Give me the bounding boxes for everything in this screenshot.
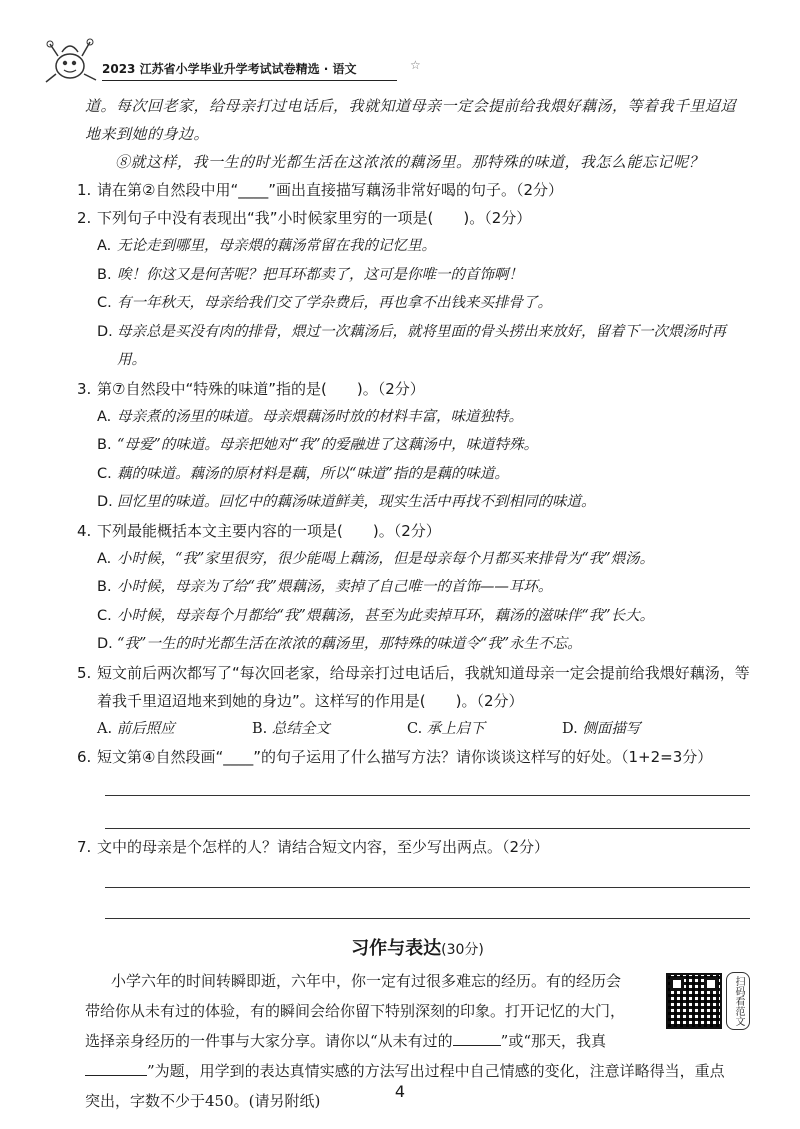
qr-code[interactable] bbox=[666, 970, 750, 1032]
title-blank[interactable] bbox=[453, 1030, 501, 1046]
question-3 bbox=[77, 375, 750, 403]
question-number: 3. bbox=[77, 379, 92, 398]
qr-code-image bbox=[666, 973, 722, 1029]
header-rule bbox=[102, 80, 397, 81]
option-b: B. 总结全文 bbox=[252, 720, 330, 737]
header-title: 2023 江苏省小学毕业升学考试试卷精选 · 语文 bbox=[102, 62, 357, 76]
star-icon: ☆ bbox=[410, 58, 421, 72]
option-a: A. 小时候，“我”家里很穷，很少能喝上藕汤，但是母亲每个月都买来排骨为“我”煨汤。 bbox=[97, 550, 655, 567]
option-d: D. 回忆里的味道。回忆中的藕汤味道鲜美，现实生活中再找不到相同的味道。 bbox=[97, 494, 596, 510]
passage-paragraph-8: ⑧就这样，我一生的时光都生活在这浓浓的藕汤里。那特殊的味道，我怎么能忘记呢？ bbox=[115, 153, 705, 171]
question-text: 下列句子中没有表现出“我”小时候家里穷的一项是( )。（2分） bbox=[97, 209, 532, 227]
question-2 bbox=[77, 204, 750, 232]
option-a: A. 前后照应 bbox=[97, 720, 175, 737]
answer-line[interactable] bbox=[105, 771, 750, 796]
question-7 bbox=[77, 833, 750, 861]
page-number: 4 bbox=[394, 1082, 406, 1101]
option-c: C. 有一年秋天，母亲给我们交了学杂费后，再也拿不出钱来买排骨了。 bbox=[97, 295, 552, 311]
answer-line[interactable] bbox=[105, 888, 750, 919]
prompt-line: 突出，字数不少于450。(请另附纸) bbox=[85, 1091, 321, 1110]
title-blank[interactable] bbox=[85, 1060, 147, 1076]
question-number: 7. bbox=[77, 837, 92, 856]
prompt-line: 选择亲身经历的一件事与大家分享。请你以“从未有过的 ”或“那天，我真 bbox=[85, 1031, 607, 1050]
question-number: 5. bbox=[77, 663, 92, 682]
option-d: D. 母亲总是买没有肉的排骨，煨过一次藕汤后，就将里面的骨头捞出来放好，留着下一次煨汤时再用。 bbox=[97, 323, 726, 368]
prompt-line: ”为题，用学到的表达真情实感的方法写出过程中自己情感的变化，注意详略得当，重点 bbox=[85, 1056, 750, 1086]
option-row bbox=[85, 715, 750, 743]
prompt-line: 小学六年的时间转瞬即逝，六年中，你一定有过很多难忘的经历。有的经历会 bbox=[111, 971, 622, 990]
question-5 bbox=[77, 659, 750, 715]
option-c: C. 小时候，母亲每个月都给“我”煨藕汤，甚至为此卖掉耳环，藕汤的滋味伴“我”长大。 bbox=[97, 607, 655, 624]
question-number: 6. bbox=[77, 747, 92, 766]
question-number: 4. bbox=[77, 521, 92, 540]
question-4 bbox=[77, 517, 750, 545]
question-number: 2. bbox=[77, 209, 92, 227]
passage-continued: 道。每次回老家，给母亲打过电话后，我就知道母亲一定会提前给我煨好藕汤，等着我千里迢迢地来到她的身边。 bbox=[85, 97, 737, 143]
section-title: 习作与表达(30分) bbox=[351, 937, 484, 959]
question-text: 短文第④自然段画“____”的句子运用了什么描写方法？请你谈谈这样写的好处。（1+2=3分） bbox=[97, 747, 713, 766]
option-b: B. 小时候，母亲为了给“我”煨藕汤，卖掉了自己唯一的首饰——耳环。 bbox=[97, 579, 553, 595]
option-b: B. 唉！你这又是何苦呢？把耳环都卖了，这可是你唯一的首饰啊！ bbox=[97, 266, 523, 283]
question-number: 1. bbox=[77, 181, 92, 199]
option-c: C. 承上启下 bbox=[407, 720, 485, 737]
option-a: A. 母亲煮的汤里的味道。母亲煨藕汤时放的材料丰富，味道独特。 bbox=[97, 408, 523, 425]
answer-line[interactable] bbox=[105, 796, 750, 829]
option-c: C. 藕的味道。藕汤的原材料是藕，所以“味道”指的是藕的味道。 bbox=[97, 465, 509, 482]
option-d: D. “我”一生的时光都生活在浓浓的藕汤里，那特殊的味道令“我”永生不忘。 bbox=[97, 636, 582, 652]
main-content bbox=[77, 92, 750, 1116]
option-d: D. 侧面描写 bbox=[562, 720, 641, 737]
question-text: 下列最能概括本文主要内容的一项是( )。（2分） bbox=[97, 521, 441, 540]
question-text: 文中的母亲是个怎样的人？请结合短文内容，至少写出两点。（2分） bbox=[97, 837, 550, 856]
cartoon-character-icon bbox=[40, 36, 102, 86]
qr-label: 扫码看范文 bbox=[726, 972, 750, 1030]
section-score: (30分) bbox=[441, 941, 484, 958]
question-text: 请在第②自然段中用“____”画出直接描写藕汤非常好喝的句子。（2分） bbox=[97, 181, 564, 199]
prompt-line: 带给你从未有过的体验，有的瞬间会给你留下特别深刻的印象。打开记忆的大门， bbox=[85, 1001, 626, 1020]
answer-line[interactable] bbox=[105, 861, 750, 888]
page-header bbox=[40, 36, 740, 86]
question-6 bbox=[77, 743, 750, 771]
option-b: B. “母爱”的味道。母亲把她对“我”的爱融进了这藕汤中，味道特殊。 bbox=[97, 437, 539, 453]
question-1 bbox=[77, 176, 750, 204]
option-a: A. 无论走到哪里，母亲煨的藕汤常留在我的记忆里。 bbox=[97, 238, 436, 254]
question-text: 短文前后两次都写了“每次回老家，给母亲打过电话后，我就知道母亲一定会提前给我煨好藕汤，等着我千里迢迢地来到她的身边”。这样写的作用是( )。（2分） bbox=[97, 663, 750, 710]
question-text: 第⑦自然段中“特殊的味道”指的是( )。（2分） bbox=[97, 379, 425, 398]
